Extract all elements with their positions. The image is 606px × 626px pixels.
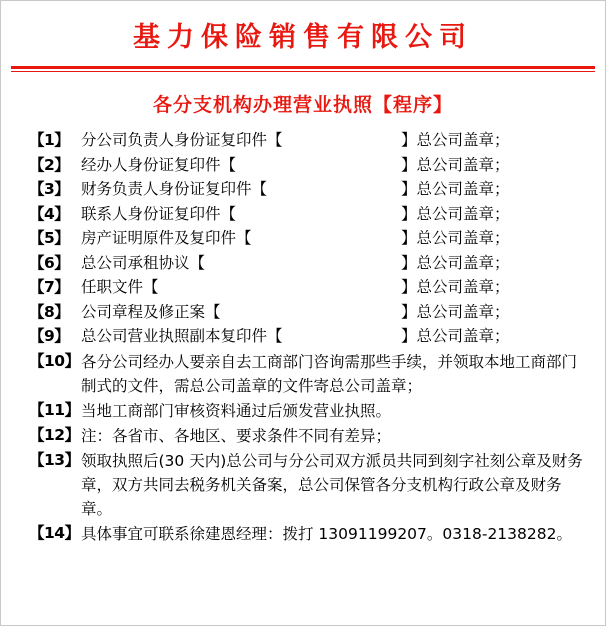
list-item — [29, 301, 591, 325]
item-number: 【8】 — [29, 302, 70, 321]
list-item — [29, 325, 591, 349]
item-text: 各分公司经办人要亲自去工商部门咨询需那些手续，并领取本地工商部门制式的文件，需总公司盖章的文件寄总公司盖章； — [81, 352, 578, 395]
list-item — [29, 252, 591, 276]
item-text: 总公司营业执照副本复印件【 — [81, 327, 283, 346]
item-number: 【2】 — [29, 155, 70, 174]
list-item — [29, 154, 591, 178]
item-text: 公司章程及修正案【 — [81, 302, 221, 321]
item-number: 【14】 — [29, 524, 80, 543]
item-body — [81, 424, 591, 448]
list-item — [29, 424, 591, 448]
item-number: 【10】 — [29, 351, 80, 370]
item-number: 【3】 — [29, 180, 70, 199]
item-body — [81, 178, 591, 202]
item-body — [81, 252, 591, 276]
item-number: 【1】 — [29, 131, 70, 149]
item-body — [81, 325, 591, 349]
item-body — [81, 203, 591, 227]
list-item — [29, 449, 591, 521]
item-tail: 】总公司盖章； — [401, 327, 510, 346]
divider-thick-line — [11, 66, 595, 69]
item-number: 【7】 — [29, 278, 70, 297]
item-text: 总公司承租协议【 — [81, 253, 206, 272]
item-tail: 】总公司盖章； — [401, 131, 510, 149]
item-text: 分公司负责人身份证复印件【 — [81, 131, 283, 149]
item-text: 领取执照后(30 天内)总公司与分公司双方派员共同到刻字社刻公章及财务章，双方共同去税务机关备案，总公司保管各分支机构行政公章及财务章。 — [81, 451, 583, 519]
item-text: 经办人身份证复印件【 — [81, 155, 237, 174]
item-body — [81, 276, 591, 300]
item-body — [81, 522, 591, 546]
list-item — [29, 203, 591, 227]
item-body — [81, 350, 591, 398]
company-title: 基力保险销售有限公司 — [133, 22, 473, 53]
list-item — [29, 522, 591, 546]
list-item — [29, 227, 591, 251]
item-text: 任职文件【 — [81, 278, 159, 297]
header-divider — [11, 64, 595, 72]
item-text: 具体事宜可联系徐建恩经理：拨打 13091199207。0318-2138282。 — [81, 525, 572, 544]
item-tail: 】总公司盖章； — [401, 180, 510, 199]
list-item — [29, 276, 591, 300]
item-body — [81, 399, 591, 423]
item-text: 财务负责人身份证复印件【 — [81, 180, 268, 199]
item-tail: 】总公司盖章； — [401, 204, 510, 223]
item-number: 【5】 — [29, 229, 70, 248]
document-title: 各分支机构办理营业执照【程序】 — [152, 94, 453, 116]
item-number: 【12】 — [29, 425, 80, 444]
item-number: 【9】 — [29, 327, 70, 346]
item-tail: 】总公司盖章； — [401, 253, 510, 272]
procedure-list — [1, 129, 605, 546]
item-body — [81, 154, 591, 178]
item-number: 【13】 — [29, 450, 80, 469]
item-body — [81, 227, 591, 251]
item-body — [81, 449, 591, 521]
item-number: 【4】 — [29, 204, 70, 223]
item-tail: 】总公司盖章； — [401, 229, 510, 248]
list-item — [29, 178, 591, 202]
item-tail: 】总公司盖章； — [401, 155, 510, 174]
list-item — [29, 129, 591, 153]
item-text: 当地工商部门审核资料通过后颁发营业执照。 — [81, 401, 392, 420]
item-tail: 】总公司盖章； — [401, 278, 510, 297]
item-text: 房产证明原件及复印件【 — [81, 229, 252, 248]
item-body — [81, 129, 591, 153]
divider-thin-line — [11, 71, 595, 72]
list-item — [29, 399, 591, 423]
item-tail: 】总公司盖章； — [401, 302, 510, 321]
item-text: 注：各省市、各地区、要求条件不同有差异； — [81, 426, 392, 445]
item-text: 联系人身份证复印件【 — [81, 204, 237, 223]
item-number: 【6】 — [29, 253, 70, 272]
item-body — [81, 301, 591, 325]
item-number: 【11】 — [29, 400, 80, 419]
list-item — [29, 350, 591, 398]
